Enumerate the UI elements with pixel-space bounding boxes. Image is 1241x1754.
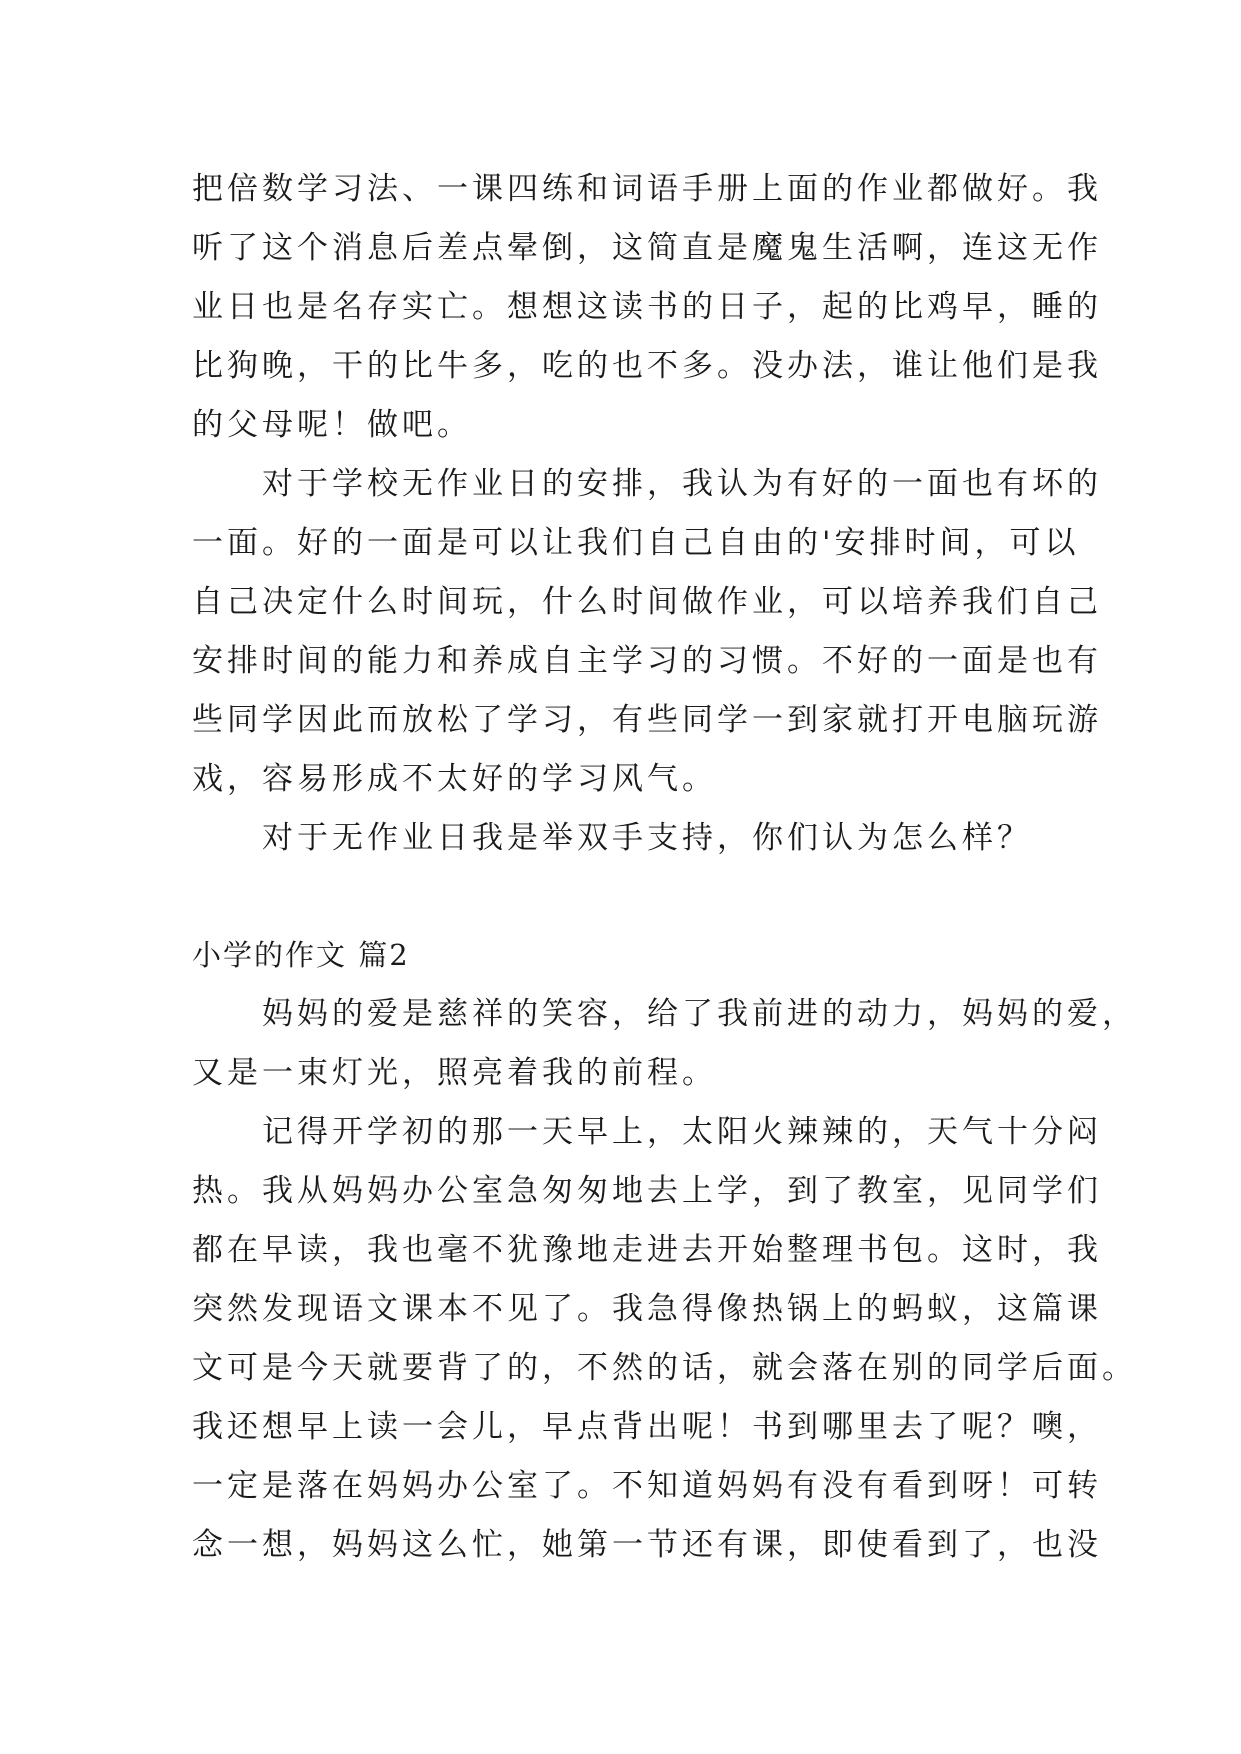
text-line: 热。我从妈妈办公室急匆匆地去上学，到了教室，见同学们 bbox=[192, 1173, 1102, 1209]
paragraph-3 bbox=[192, 809, 1055, 868]
paragraph-4 bbox=[192, 985, 1137, 1103]
paragraph-5 bbox=[192, 1103, 1137, 1575]
text-line: 对于无作业日我是举双手支持，你们认为怎么样？ bbox=[262, 820, 1032, 856]
text-line: 的父母呢！做吧。 bbox=[192, 407, 472, 443]
section-heading: 小学的作文 篇2 bbox=[192, 938, 410, 972]
text-line: 对于学校无作业日的安排，我认为有好的一面也有坏的 bbox=[262, 466, 1102, 502]
text-line: 我还想早上读一会儿，早点背出呢！书到哪里去了呢？噢， bbox=[192, 1409, 1102, 1445]
text-line: 一定是落在妈妈办公室了。不知道妈妈有没有看到呀！可转 bbox=[192, 1468, 1102, 1504]
text-line: 安排时间的能力和养成自主学习的习惯。不好的一面是也有 bbox=[192, 643, 1102, 679]
text-line: 都在早读，我也毫不犹豫地走进去开始整理书包。这时，我 bbox=[192, 1232, 1102, 1268]
text-line: 把倍数学习法、一课四练和词语手册上面的作业都做好。我 bbox=[192, 171, 1102, 207]
text-line: 业日也是名存实亡。想想这读书的日子，起的比鸡早，睡的 bbox=[192, 289, 1102, 325]
text-line: 一面。好的一面是可以让我们自己自由的'安排时间，可以 bbox=[192, 525, 1080, 561]
text-line: 突然发现语文课本不见了。我急得像热锅上的蚂蚁，这篇课 bbox=[192, 1291, 1102, 1327]
text-line: 文可是今天就要背了的，不然的话，就会落在别的同学后面。 bbox=[192, 1350, 1137, 1386]
text-line: 听了这个消息后差点晕倒，这简直是魔鬼生活啊，连这无作 bbox=[192, 230, 1102, 266]
text-line: 念一想，妈妈这么忙，她第一节还有课，即使看到了，也没 bbox=[192, 1527, 1102, 1563]
document-page bbox=[192, 160, 1137, 1575]
paragraph-1 bbox=[192, 160, 1102, 455]
text-line: 又是一束灯光，照亮着我的前程。 bbox=[192, 1055, 717, 1091]
text-line: 记得开学初的那一天早上，太阳火辣辣的，天气十分闷 bbox=[262, 1114, 1102, 1150]
text-line: 戏，容易形成不太好的学习风气。 bbox=[192, 761, 717, 797]
text-line: 些同学因此而放松了学习，有些同学一到家就打开电脑玩游 bbox=[192, 702, 1102, 738]
paragraph-2 bbox=[192, 455, 1102, 809]
text-line: 比狗晚，干的比牛多，吃的也不多。没办法，谁让他们是我 bbox=[192, 348, 1102, 384]
text-line: 妈妈的爱是慈祥的笑容，给了我前进的动力，妈妈的爱， bbox=[262, 996, 1137, 1032]
text-line: 自己决定什么时间玩，什么时间做作业，可以培养我们自己 bbox=[192, 584, 1102, 620]
